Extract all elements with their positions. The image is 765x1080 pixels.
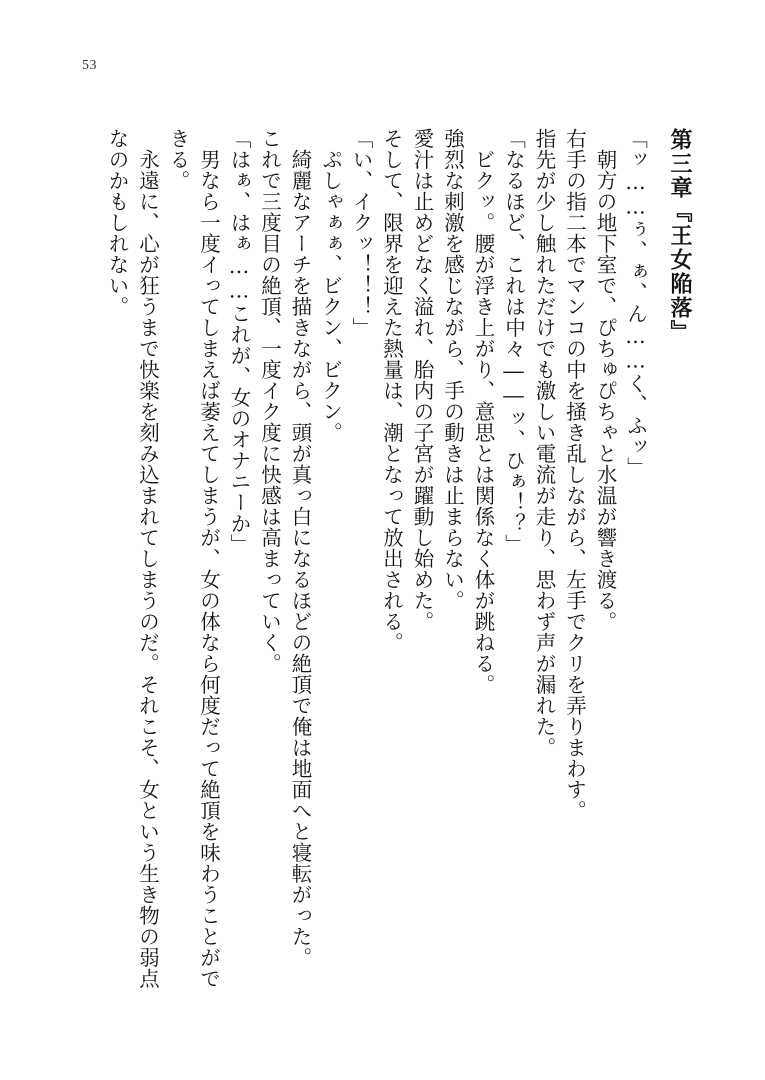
text-line: 「い、イクッ！！！」 xyxy=(349,128,373,338)
text-line: ぷしゃぁぁ、ビクン、ビクン。 xyxy=(318,128,343,443)
text-line: 「ッ……ぅ、ぁ、ん……く、ふッ」 xyxy=(623,128,648,478)
text-line: 右手の指二本でマンコの中を掻き乱しながら、左手でクリを弄りまわす。 xyxy=(562,128,587,821)
text-line: 指先が少し触れただけでも激しい電流が走り、思わず声が漏れた。 xyxy=(532,128,556,758)
text-line: これで三度目の絶頂、一度イク度に快感は高まっていく。 xyxy=(257,128,282,674)
vertical-text-body xyxy=(102,128,696,1008)
text-line: 「なるほど、これは中々――ッ、ひぁ！？」 xyxy=(501,128,526,555)
page-number: 53 xyxy=(82,58,97,73)
text-line: 綺麗なアーチを描きながら、頭が真っ白になるほどの絶頂で俺は地面へと寝転がった。 xyxy=(288,128,312,968)
text-line: 男なら一度イってしまえば萎えてしまうが、女の体なら何度だって絶頂を味わうことができる。 xyxy=(166,128,221,989)
text-line: そして、限界を迎えた熱量は、潮となって放出される。 xyxy=(379,128,404,653)
text-line: 朝方の地下室で、ぴちゅぴちゃと水温が響き渡る。 xyxy=(593,128,617,632)
text-line: 愛汁は止めどなく溢れ、胎内の子宮が躍動し始めた。 xyxy=(410,128,434,632)
text-line: ビクッ。腰が浮き上がり、意思とは関係なく体が跳ねる。 xyxy=(471,128,495,695)
text-line: 強烈な刺激を感じながら、手の動きは止まらない。 xyxy=(440,128,465,611)
text-line: 永遠に、心が狂うまで快楽を刻み込まれてしまうのだ。それこそ、女という生き物の弱点なのかもしれない。 xyxy=(105,128,160,989)
text-line: 「はぁ、はぁ……これが、女のオナニーか」 xyxy=(227,128,251,555)
chapter-title: 第三章『王女陥落』 xyxy=(667,128,693,344)
